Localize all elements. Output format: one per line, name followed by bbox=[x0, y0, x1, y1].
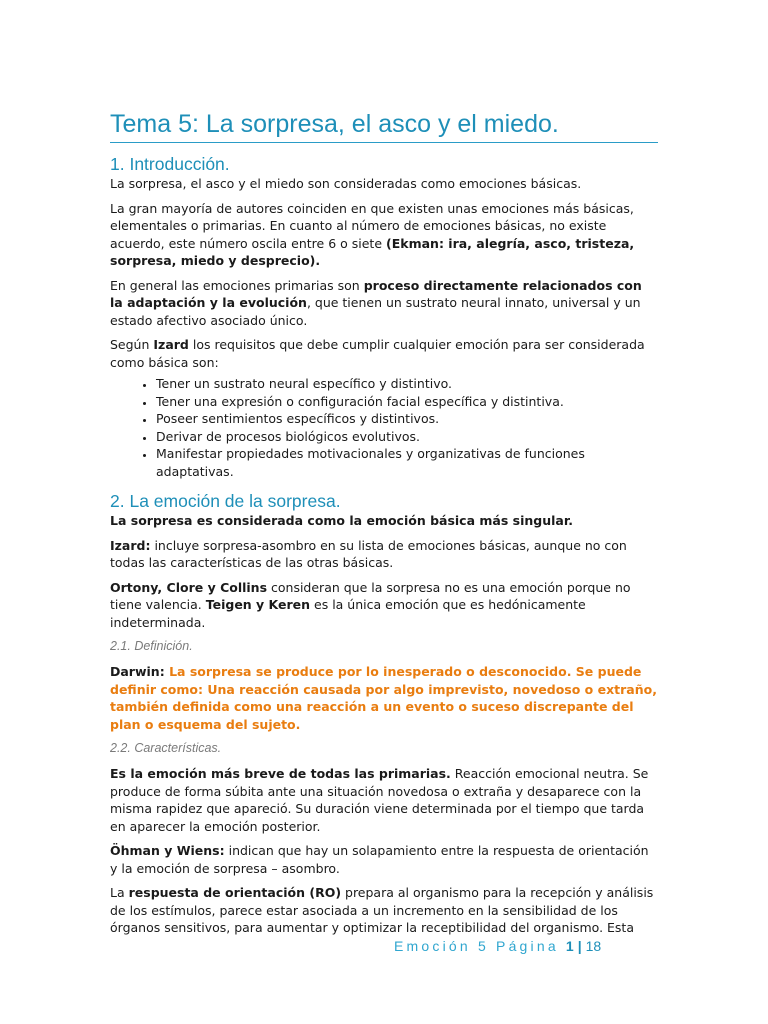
requirements-list bbox=[110, 375, 658, 480]
document-page bbox=[110, 108, 658, 944]
paragraph: Es la emoción más breve de todas las primarias. Reacción emocional neutra. Se produce de forma súbita ante una situación novedosa o extraña y desaparece con la misma rapidez que apareció. Su duración viene determinada por el tiempo que tarda en aparecer la emoción posterior. bbox=[110, 766, 649, 834]
list-item: • Derivar de procesos biológicos evolutivos. bbox=[156, 428, 658, 446]
list-item: • Tener una expresión o configuración facial específica y distintiva. bbox=[156, 393, 658, 411]
paragraph: Según Izard los requisitos que debe cumplir cualquier emoción para ser considerada como básica son: bbox=[110, 337, 645, 370]
list-item: • Poseer sentimientos específicos y distintivos. bbox=[156, 410, 658, 428]
list-item: • Tener un sustrato neural específico y distintivo. bbox=[156, 375, 658, 393]
paragraph: Öhman y Wiens: indican que hay un solapamiento entre la respuesta de orientación y la emoción de sorpresa – asombro. bbox=[110, 843, 649, 876]
paragraph: La gran mayoría de autores coinciden en que existen unas emociones más básicas, elementales o primarias. En cuanto al número de emociones básicas, no existe acuerdo, este número oscila entre 6 o siete (Ekman: ira, alegría, asco, tristeza, sorpresa, miedo y desprecio). bbox=[110, 200, 635, 268]
paragraph: La sorpresa es considerada como la emoción básica más singular. bbox=[110, 513, 573, 528]
paragraph: Izard: incluye sorpresa-asombro en su lista de emociones básicas, aunque no con todas las características de las otras básicas. bbox=[110, 537, 627, 570]
section-heading-introduccion: 1. Introducción. bbox=[110, 154, 230, 174]
footer-separator: | bbox=[577, 938, 582, 954]
page-footer bbox=[394, 938, 601, 954]
document-title: Tema 5: La sorpresa, el asco y el miedo. bbox=[110, 108, 658, 143]
list-item: • Manifestar propiedades motivacionales y organizativas de funciones adaptativas. bbox=[156, 445, 658, 480]
paragraph: La sorpresa, el asco y el miedo son consideradas como emociones básicas. bbox=[110, 176, 582, 191]
page-total: 18 bbox=[585, 938, 602, 954]
page-number: 1 bbox=[565, 938, 574, 954]
paragraph: Ortony, Clore y Collins consideran que la sorpresa no es una emoción porque no tiene valencia. Teigen y Keren es la única emoción que es hedónicamente indeterminada. bbox=[110, 579, 631, 630]
subsection-heading-caracteristicas: 2.2. Características. bbox=[110, 741, 222, 755]
section-heading-sorpresa: 2. La emoción de la sorpresa. bbox=[110, 491, 341, 511]
paragraph: Darwin: La sorpresa se produce por lo inesperado o desconocido. Se puede definir como: Una reacción causada por algo imprevisto, novedoso o extraño, también definida como una reacción a un evento o suceso discrepante del plan o esquema del sujeto. bbox=[110, 664, 657, 732]
paragraph: La respuesta de orientación (RO) prepara al organismo para la recepción y análisis de los estímulos, parece estar asociada a un incremento en la sensibilidad de los órganos sensitivos, para aumentar y optimizar la receptibilidad del organismo. Esta bbox=[110, 885, 654, 935]
subsection-heading-definicion: 2.1. Definición. bbox=[110, 639, 193, 653]
footer-label: Emoción 5 Página bbox=[394, 938, 559, 954]
paragraph: En general las emociones primarias son proceso directamente relacionados con la adaptación y la evolución, que tienen un sustrato neural innato, universal y un estado afectivo asociado único. bbox=[110, 277, 642, 328]
